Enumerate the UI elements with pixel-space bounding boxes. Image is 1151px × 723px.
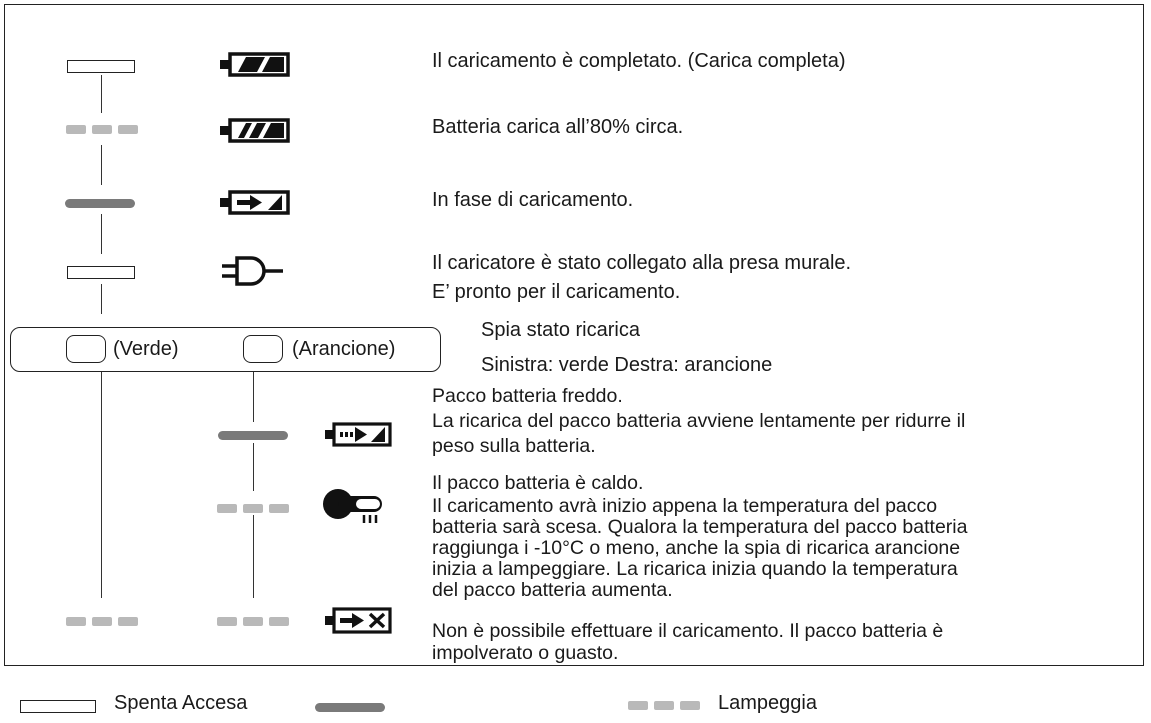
- orange-lamp-line: [253, 443, 254, 491]
- battery-slow-charge-icon: [323, 421, 393, 449]
- status-text-plugged-line1: Il caricatore è stato collegato alla presa murale.: [432, 252, 852, 274]
- status-text-cold-line3: peso sulla batteria.: [432, 435, 596, 457]
- key-label-blink: Lampeggia: [718, 692, 817, 714]
- thermometer-icon: [320, 487, 392, 525]
- indicator-off: [67, 266, 135, 279]
- status-text-hot-line3: batteria sarà scesa. Qualora la temperatura del pacco batteria: [432, 516, 968, 538]
- status-text-80-percent: Batteria carica all’80% circa.: [432, 116, 684, 138]
- status-text-hot-line4: raggiunga i -10°C o meno, anche la spia di ricarica arancione: [432, 537, 961, 559]
- key-indicator-off: [20, 700, 96, 713]
- green-lamp-label: (Verde): [113, 338, 179, 360]
- status-text-hot-line5: inizia a lampeggiare. La ricarica inizia quando la temperatura: [432, 558, 958, 580]
- indicator-on: [65, 199, 135, 208]
- green-lamp: [66, 335, 106, 363]
- status-text-plugged-line2: E’ pronto per il caricamento.: [432, 281, 681, 303]
- battery-charging-icon: [218, 189, 292, 217]
- orange-lamp: [243, 335, 283, 363]
- status-text-fault-line2: impolverato o guasto.: [432, 642, 619, 664]
- indicator-blink: [217, 504, 289, 513]
- orange-lamp-label: (Arancione): [292, 338, 396, 360]
- connector-line: [101, 284, 102, 314]
- status-text-hot-line1: Il pacco batteria è caldo.: [432, 472, 644, 494]
- charge-lamp-legend: [10, 327, 441, 372]
- lamp-legend-sides: Sinistra: verde Destra: arancione: [481, 354, 773, 376]
- indicator-blink: [66, 125, 138, 134]
- orange-lamp-line: [253, 372, 254, 422]
- connector-line: [101, 145, 102, 185]
- connector-line: [101, 75, 102, 113]
- green-lamp-line: [101, 372, 102, 598]
- status-text-hot-line6: del pacco batteria aumenta.: [432, 579, 673, 601]
- indicator-blink: [66, 617, 138, 626]
- lamp-legend-title: Spia stato ricarica: [481, 319, 640, 341]
- indicator-off: [67, 60, 135, 73]
- battery-fault-icon: [323, 606, 393, 636]
- status-text-cold-line2: La ricarica del pacco batteria avviene lentamente per ridurre il: [432, 410, 966, 432]
- power-plug-icon: [221, 255, 287, 287]
- battery-80-percent-icon: [218, 117, 292, 145]
- status-text-complete: Il caricamento è completato. (Carica completa): [432, 50, 846, 72]
- status-text-charging: In fase di caricamento.: [432, 189, 634, 211]
- key-indicator-on: [315, 703, 385, 712]
- indicator-on: [218, 431, 288, 440]
- status-text-hot-line2: Il caricamento avrà inizio appena la temperatura del pacco: [432, 495, 938, 517]
- status-text-fault-line1: Non è possibile effettuare il caricamento. Il pacco batteria è: [432, 620, 944, 642]
- battery-full-icon: [218, 51, 292, 79]
- indicator-blink: [217, 617, 289, 626]
- key-indicator-blink: [628, 701, 700, 710]
- orange-lamp-line: [253, 515, 254, 598]
- status-text-cold-line1: Pacco batteria freddo.: [432, 385, 623, 407]
- key-label-off-on: Spenta Accesa: [114, 692, 248, 714]
- connector-line: [101, 214, 102, 254]
